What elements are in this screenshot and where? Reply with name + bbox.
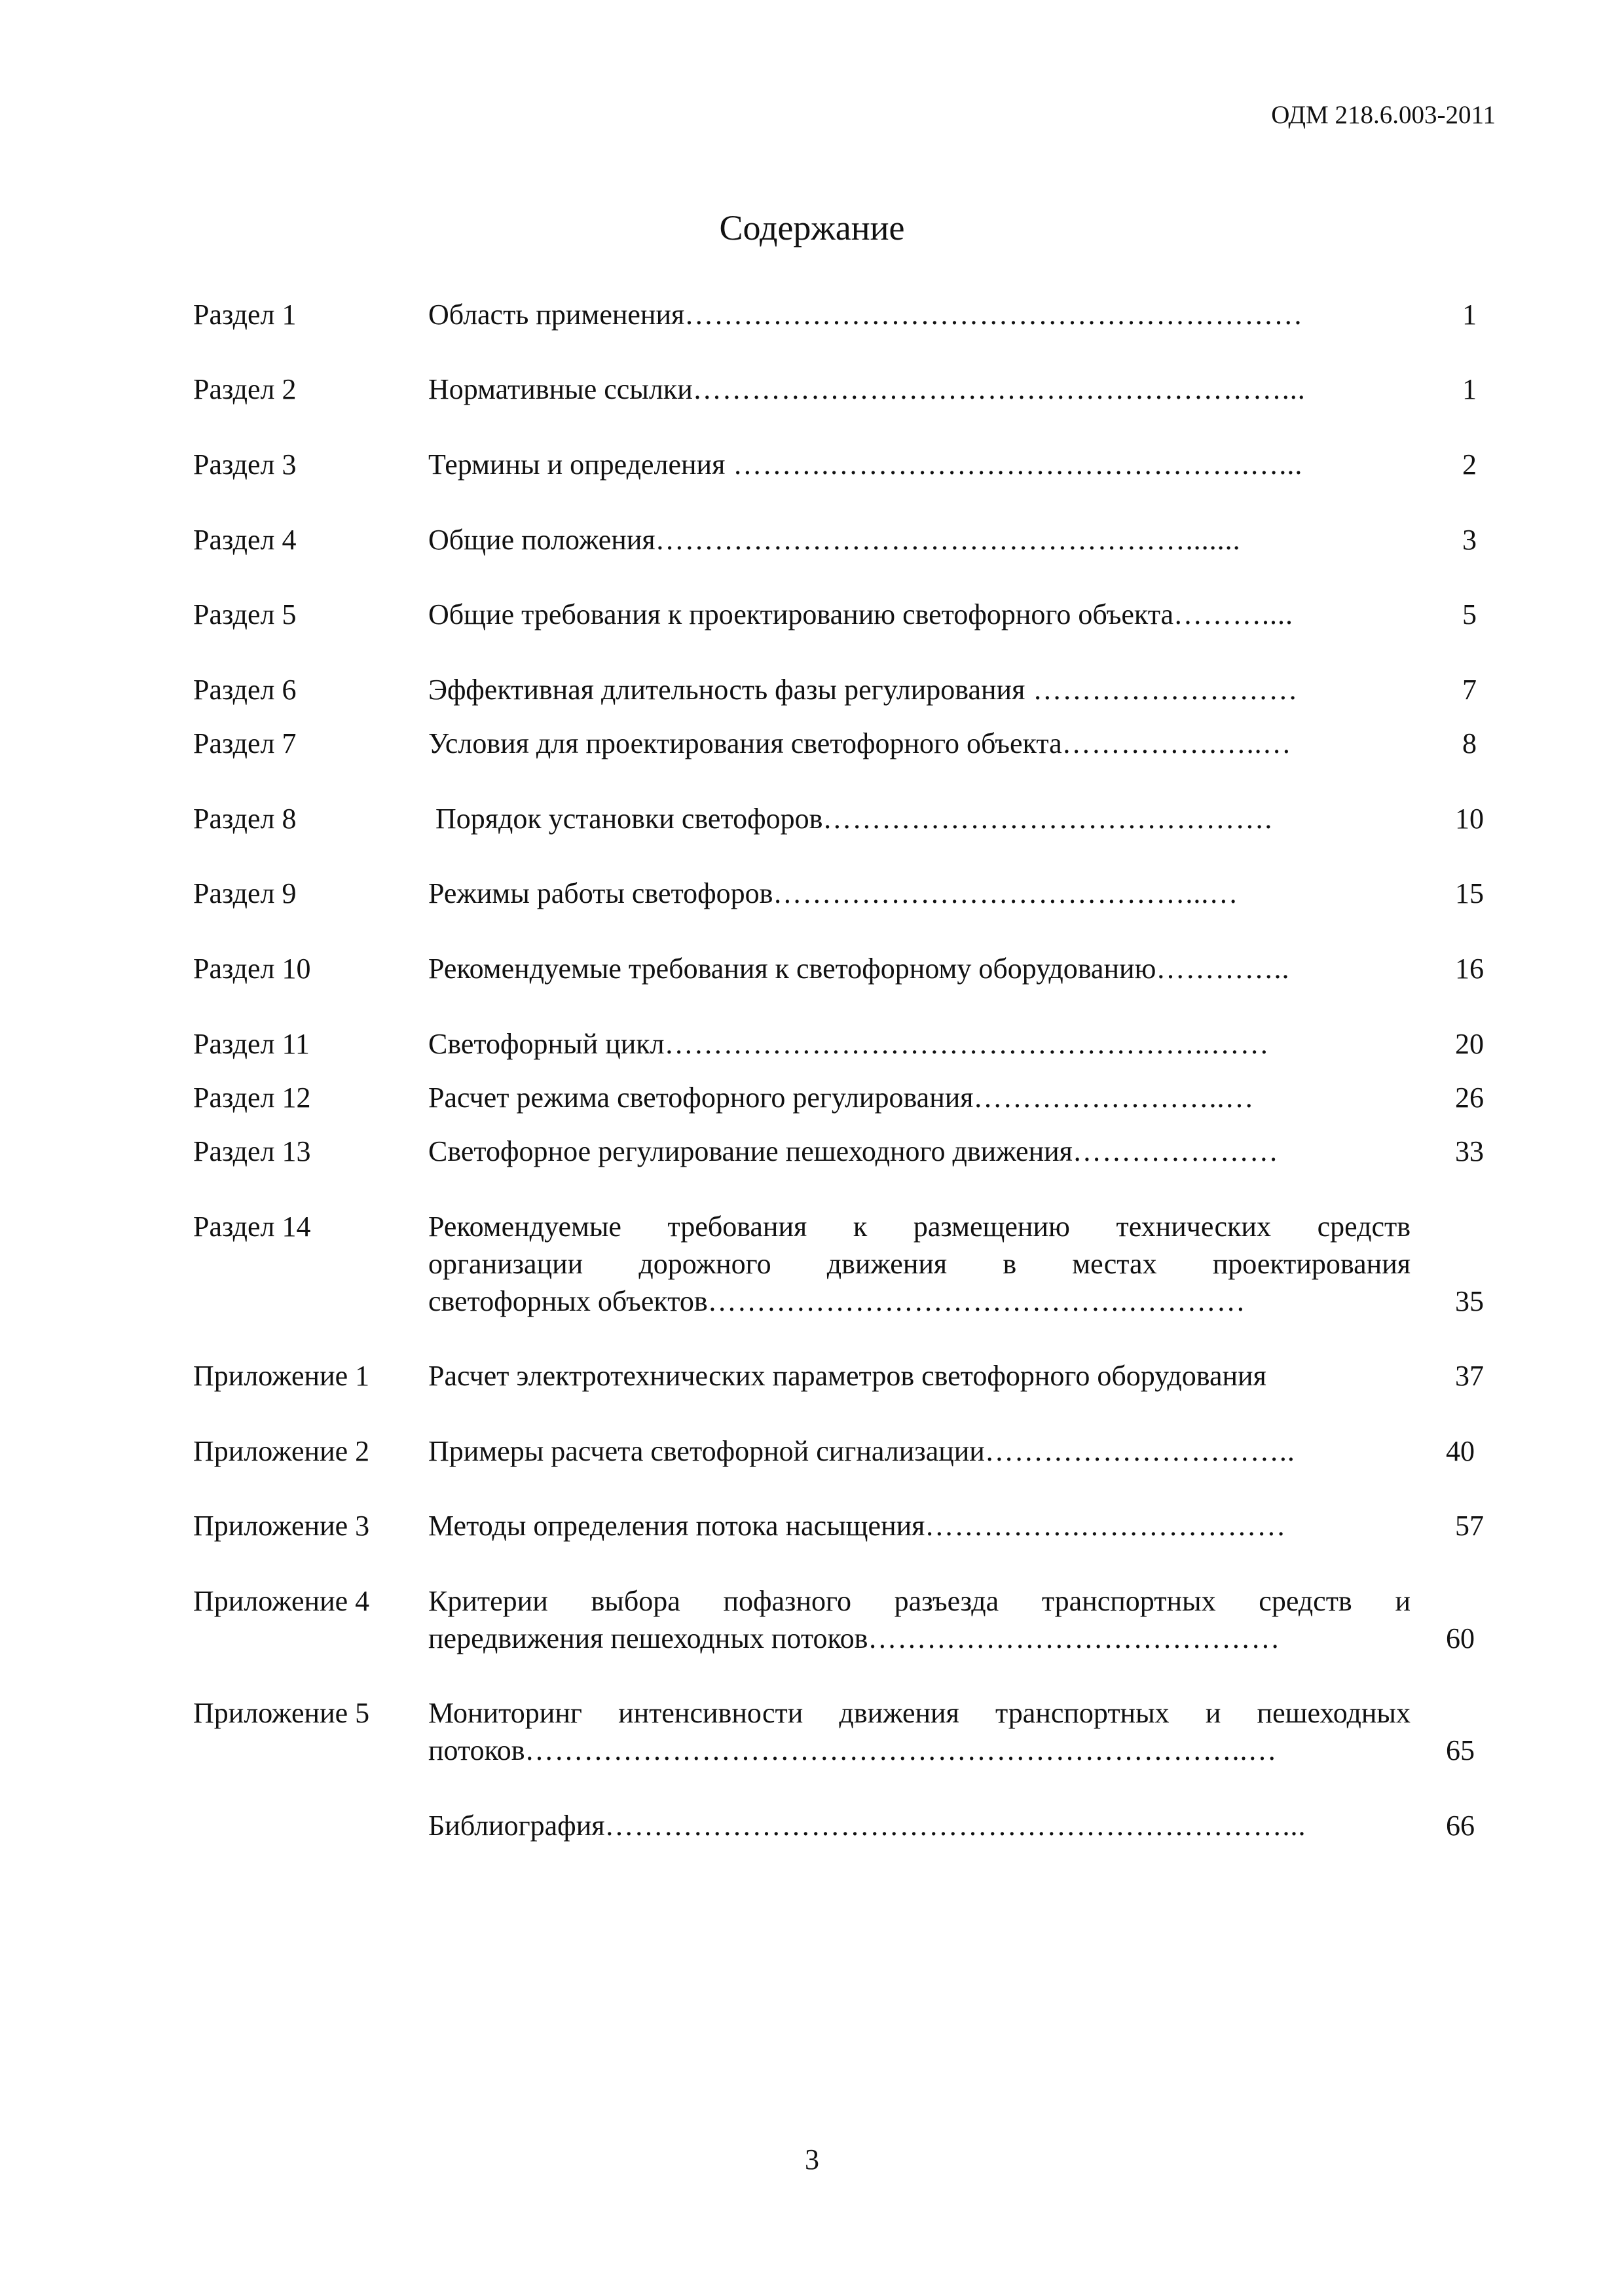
toc-entry-title (428, 1432, 1411, 1470)
toc-entry-text: Расчет режима светофорного регулирования (428, 1082, 974, 1114)
toc-entry-text: Примеры расчета светофорной сигнализации (428, 1435, 985, 1467)
page-title: Содержание (719, 208, 905, 247)
toc-entry-text: Эффективная длительность фазы регулирования (428, 674, 1025, 706)
toc-leader-dots: ………………………………………………....... (655, 524, 1241, 556)
toc-entry-title (428, 446, 1411, 483)
toc-leader-dots: ……………………………………………………………... (604, 1810, 1306, 1842)
toc-entry-title (428, 800, 1411, 837)
toc-page-number: 10 (1455, 803, 1484, 835)
toc-leader-dots: ……………………………………………………... (692, 373, 1306, 405)
toc-page-number: 8 (1462, 727, 1477, 759)
toc-leader-dots: ……………………..… (973, 1082, 1255, 1114)
toc-entry-label: Раздел 6 (193, 674, 297, 706)
toc-entry-title (428, 950, 1411, 987)
toc-leader-dots: ………….. (1156, 953, 1290, 985)
toc-page-number: 20 (1455, 1028, 1484, 1060)
toc-page-number: 15 (1455, 877, 1484, 909)
toc-leader-dots: ………………………………………………………………..… (525, 1734, 1278, 1766)
toc-leader-dots: ……….... (1173, 598, 1294, 630)
toc-entry-text: потоков (428, 1734, 525, 1766)
toc-entry-text: Библиография (428, 1810, 605, 1842)
toc-entry-label: Раздел 1 (193, 299, 297, 331)
toc-entry-title (428, 1079, 1411, 1116)
toc-entry-title (428, 1133, 1411, 1170)
document-code: ОДМ 218.6.003-2011 (1271, 101, 1496, 129)
toc-entry-title (428, 371, 1411, 408)
toc-leader-dots: ……….…………………………………….…... (725, 448, 1303, 481)
toc-entry-label: Приложение 3 (193, 1510, 370, 1542)
toc-page-number: 35 (1455, 1285, 1484, 1317)
toc-entry-label: Раздел 13 (193, 1135, 311, 1167)
toc-entry-title (428, 1507, 1411, 1544)
toc-leader-dots: ………………………………………………..…… (664, 1028, 1270, 1060)
toc-entry-label: Раздел 3 (193, 448, 297, 481)
toc-entry-label: Раздел 2 (193, 373, 297, 405)
toc-entry-title (428, 1582, 1411, 1657)
toc-entry-text: Общие положения (428, 524, 655, 556)
toc-page-number: 57 (1455, 1510, 1484, 1542)
toc-entry-label: Приложение 5 (193, 1697, 370, 1729)
toc-entry-title (428, 1694, 1411, 1769)
toc-entry-title (428, 521, 1411, 558)
toc-leader-dots: ……………………………………...… (773, 877, 1239, 909)
toc-entry-text: Режимы работы светофоров (428, 877, 773, 909)
toc-entry-text: Рекомендуемые требования к размещению технических средств (428, 1211, 1411, 1243)
toc-entry-label: Раздел 4 (193, 524, 297, 556)
toc-leader-dots: ……………………… (1025, 674, 1299, 706)
toc-page-number: 37 (1455, 1360, 1484, 1392)
toc-page-number: 3 (1462, 524, 1477, 556)
toc-page-number: 7 (1462, 674, 1477, 706)
toc-page-number: 16 (1455, 953, 1484, 985)
toc-entry-label: Раздел 10 (193, 953, 311, 985)
toc-entry-title (428, 1208, 1411, 1320)
toc-leader-dots: …………….………………… (925, 1510, 1287, 1542)
toc-entry-label: Приложение 1 (193, 1360, 370, 1392)
toc-entry-text: светофорных объектов (428, 1285, 708, 1317)
toc-entry-text: Светофорный цикл (428, 1028, 665, 1060)
toc-entry-title (428, 1357, 1411, 1394)
toc-entry-text: передвижения пешеходных потоков (428, 1622, 868, 1654)
toc-entry-title (428, 725, 1411, 762)
toc-entry-text: Нормативные ссылки (428, 373, 693, 405)
toc-page-number: 1 (1462, 299, 1477, 331)
toc-leader-dots: …………….…..… (1061, 727, 1292, 759)
toc-entry-text: Общие требования к проектированию светофорного объекта (428, 598, 1174, 630)
toc-entry-text: Термины и определения (428, 448, 726, 481)
toc-entry-text: Рекомендуемые требования к светофорному оборудованию (428, 953, 1156, 985)
toc-entry-label: Приложение 4 (193, 1585, 370, 1617)
toc-entry-label: Раздел 12 (193, 1082, 311, 1114)
toc-page-number: 33 (1455, 1135, 1484, 1167)
toc-entry-title (428, 1807, 1411, 1844)
toc-page-number: 1 (1462, 373, 1477, 405)
toc-page-number: 66 (1446, 1810, 1475, 1842)
toc-entry-text: Порядок установки светофоров (428, 803, 823, 835)
toc-entry-label: Раздел 8 (193, 803, 297, 835)
toc-entry-text: Область применения (428, 299, 685, 331)
toc-page-number: 2 (1462, 448, 1477, 481)
toc-entry-label: Раздел 11 (193, 1028, 310, 1060)
toc-entry-label: Раздел 7 (193, 727, 297, 759)
toc-entry-text: Условия для проектирования светофорного объекта (428, 727, 1062, 759)
toc-entry-title (428, 875, 1411, 912)
toc-leader-dots: ………………………………………. (822, 803, 1273, 835)
toc-page-number: 26 (1455, 1082, 1484, 1114)
toc-page-number: 5 (1462, 598, 1477, 630)
toc-page-number: 65 (1446, 1734, 1475, 1766)
toc-leader-dots: …………………………………… (868, 1622, 1281, 1654)
toc-entry-title (428, 296, 1411, 333)
toc-entry-text: Методы определения потока насыщения (428, 1510, 925, 1542)
toc-entry-title (428, 671, 1411, 708)
toc-entry-label: Раздел 14 (193, 1211, 311, 1243)
toc-entry-text: организации дорожного движения в местах проектирования (428, 1248, 1411, 1280)
toc-entry-title (428, 596, 1411, 633)
toc-entry-text: Критерии выбора пофазного разъезда транспортных средств и (428, 1585, 1411, 1617)
toc-entry-title (428, 1025, 1411, 1063)
toc-entry-label: Приложение 2 (193, 1435, 370, 1467)
toc-entry-label: Раздел 9 (193, 877, 297, 909)
toc-leader-dots: ……………………………………………………… (684, 299, 1304, 331)
toc-entry-text: Светофорное регулирование пешеходного движения (428, 1135, 1073, 1167)
toc-entry-text: Расчет электротехнических параметров светофорного оборудования (428, 1360, 1266, 1392)
page-number: 3 (805, 2143, 819, 2176)
toc-entry-label: Раздел 5 (193, 598, 297, 630)
toc-leader-dots: ………………… (1072, 1135, 1279, 1167)
toc-page-number: 60 (1446, 1622, 1475, 1654)
toc-leader-dots: …………………………………….………… (707, 1285, 1246, 1317)
toc-leader-dots: ………………………….. (984, 1435, 1295, 1467)
toc-entry-text: Мониторинг интенсивности движения транспортных и пешеходных (428, 1697, 1411, 1729)
toc-page-number: 40 (1446, 1435, 1475, 1467)
